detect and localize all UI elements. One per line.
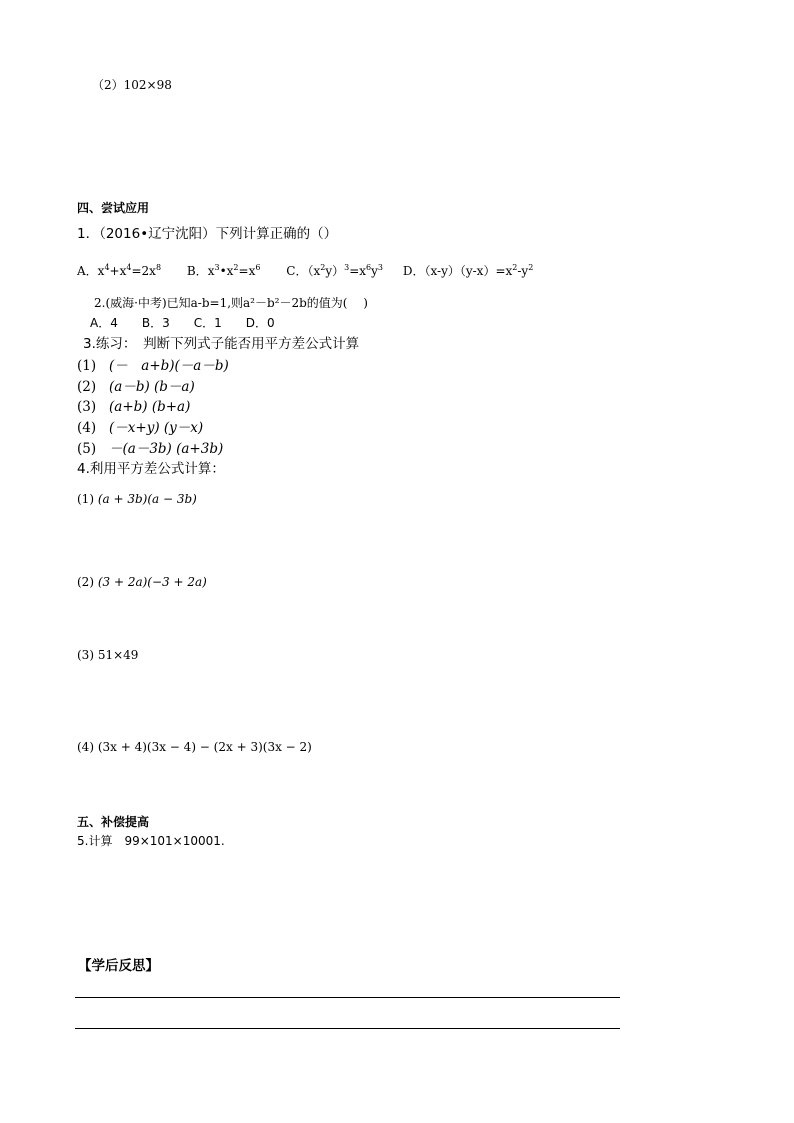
q3-item-number: (2) — [77, 379, 97, 395]
q1-option-b-expr: $x^3•x^2=x^6$ — [207, 263, 261, 278]
section4-heading: 四、尝试应用 — [77, 201, 150, 215]
q4-item-4 — [77, 740, 312, 754]
q1-options — [77, 264, 533, 280]
q3-item-number: (3) — [77, 399, 97, 415]
q3-item-expression: (－x+y) (y－x) — [109, 420, 204, 436]
q3-item-number: (5) — [77, 441, 97, 457]
q3-item-expression: (－ a+b)(－a－b) — [109, 358, 229, 374]
q3-item-3 — [77, 399, 191, 415]
q4-item-expression: (3 + 2a)(−3 + 2a) — [97, 575, 207, 589]
q2-options: A．4 B．3 C．1 D．0 — [90, 316, 275, 330]
q1-option-c-expr: $(x^2y)^3=x^6y^3$ — [307, 263, 383, 278]
q4-item-expression: 51×49 — [97, 648, 139, 662]
q4-item-expression: (3x + 4)(3x − 4) − (2x + 3)(3x − 2) — [97, 740, 312, 754]
reflection-line-1 — [75, 997, 620, 998]
q4-item-number: (3) — [77, 648, 94, 662]
q1-option-d-expr: $(x-y)(y-x)=x^2-y^2$ — [424, 263, 534, 278]
q3-item-number: (1) — [77, 358, 97, 374]
q3-item-expression: －(a－3b) (a+3b) — [109, 441, 224, 457]
q1-option-b-label: B． — [186, 264, 208, 278]
q3-item-expression: (a－b) (b－a) — [109, 379, 195, 395]
q3-item-1 — [77, 358, 229, 374]
section5-heading: 五、补偿提高 — [77, 815, 150, 829]
q4-item-1 — [77, 492, 197, 506]
q4-stem: 4.利用平方差公式计算： — [77, 461, 225, 477]
q4-item-number: (2) — [77, 575, 94, 589]
q3-item-2 — [77, 379, 195, 395]
top-item-2: （2）102×98 — [92, 78, 172, 92]
reflection-heading: 【学后反思】 — [78, 958, 159, 974]
q1-option-a-label: A． — [77, 264, 98, 278]
q3-item-5 — [77, 441, 224, 457]
q5-stem: 5.计算 99×101×10001. — [77, 834, 225, 848]
q4-item-3 — [77, 648, 138, 662]
reflection-line-2 — [75, 1028, 620, 1029]
q1-option-d-label: D． — [402, 264, 425, 278]
q2-stem: 2.(威海·中考)已知a-b=1,则a²－b²－2b的值为( ) — [94, 296, 368, 310]
q1-stem: 1．（2016•辽宁沈阳）下列计算正确的（） — [77, 226, 338, 242]
q3-item-number: (4) — [77, 420, 97, 436]
q4-item-2 — [77, 575, 207, 589]
q3-item-expression: (a+b) (b+a) — [109, 399, 191, 415]
q1-option-a-expr: $x^4+x^4=2x^8$ — [97, 263, 162, 278]
q4-item-number: (1) — [77, 492, 94, 506]
q4-item-expression: (a + 3b)(a − 3b) — [97, 492, 197, 506]
q3-stem: 3.练习： 判断下列式子能否用平方差公式计算 — [83, 336, 360, 352]
q4-item-number: (4) — [77, 740, 94, 754]
q1-option-c-label: C． — [286, 264, 308, 278]
q3-item-4 — [77, 420, 204, 436]
